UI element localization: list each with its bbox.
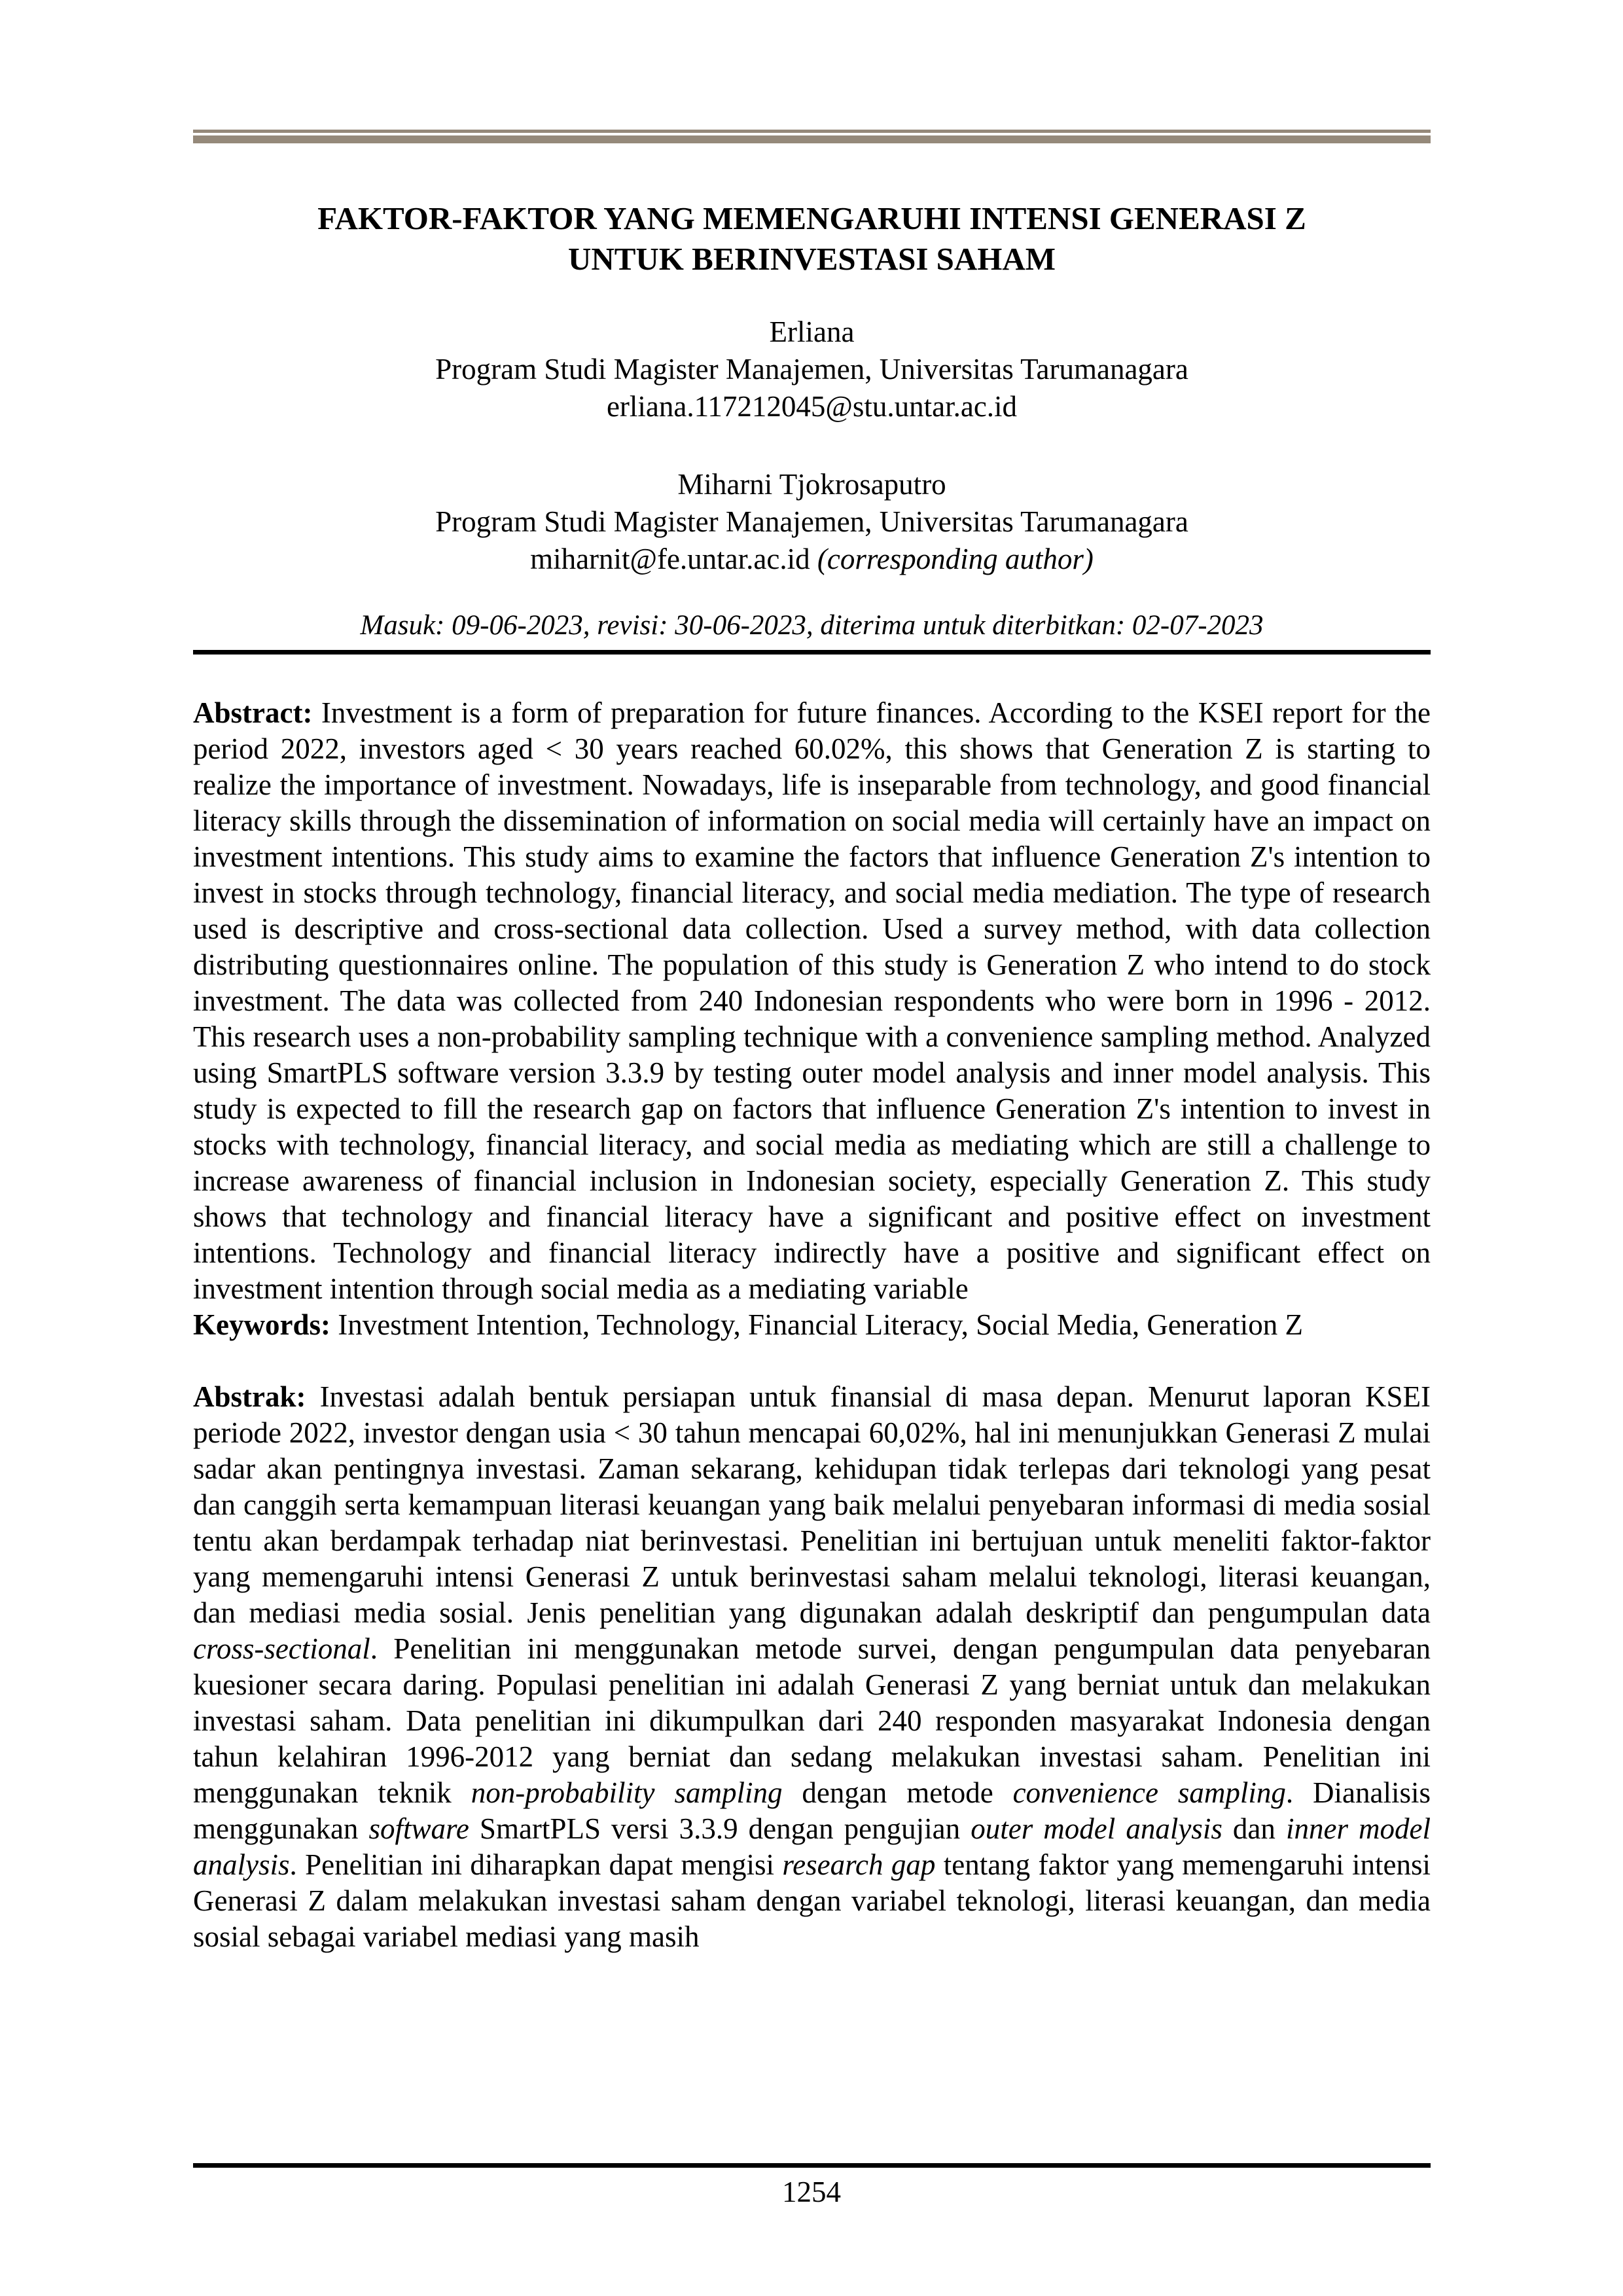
divider-rule bbox=[193, 650, 1431, 655]
submission-dates: Masuk: 09-06-2023, revisi: 30-06-2023, diterima untuk diterbitkan: 02-07-2023 bbox=[360, 610, 1264, 641]
page-content bbox=[193, 130, 1431, 1955]
abstract-english: Abstract: Investment is a form of preparation for future finances. According to the KSEI report for the period 2022, investors aged < 30 years reached 60.02%, this shows that Generation Z is starting to realize the importance of investment. Nowadays, life is inseparable from technology, and good financial literacy skills through the dissemination of information on social media will certainly have an impact on investment intentions. This study aims to examine the factors that influence Generation Z's intention to invest in stocks through technology, financial literacy, and social media mediation. The type of research used is descriptive and cross-sectional data collection. Used a survey method, with data collection distributing questionnaires online. The population of this study is Generation Z who intend to do stock investment. The data was collected from 240 Indonesian respondents who were born in 1996 - 2012. This research uses a non-probability sampling technique with a convenience sampling method. Analyzed using SmartPLS software version 3.3.9 by testing outer model analysis and inner model analysis. This study is expected to fill the research gap on factors that influence Generation Z's intention to invest in stocks with technology, financial literacy, and social media as mediating which are still a challenge to increase awareness of financial inclusion in Indonesian society, especially Generation Z. This study shows that technology and financial literacy have a significant and positive effect on investment intentions. Technology and financial literacy indirectly have a positive and significant effect on investment intention through social media as a mediating variable bbox=[193, 696, 1431, 1305]
author-1-email: erliana.117212045@stu.untar.ac.id bbox=[606, 390, 1018, 423]
header-rule-thin bbox=[193, 130, 1431, 133]
footer-rule bbox=[193, 2163, 1431, 2168]
author-1-affiliation: Program Studi Magister Manajemen, Universitas Tarumanagara bbox=[435, 353, 1188, 386]
paper-title-line-2: UNTUK BERINVESTASI SAHAM bbox=[567, 241, 1056, 277]
author-block-2 bbox=[193, 466, 1431, 578]
author-2-email: miharnit@fe.untar.ac.id (corresponding author) bbox=[530, 543, 1094, 575]
author-1-name: Erliana bbox=[769, 315, 855, 348]
page-number: 1254 bbox=[782, 2176, 841, 2208]
author-2-affiliation: Program Studi Magister Manajemen, Universitas Tarumanagara bbox=[435, 505, 1188, 538]
header-rule-thick bbox=[193, 135, 1431, 143]
author-2-name: Miharni Tjokrosaputro bbox=[677, 468, 946, 501]
paper-title-line-1: FAKTOR-FAKTOR YANG MEMENGARUHI INTENSI GENERASI Z bbox=[317, 200, 1306, 236]
abstract-indonesian: Abstrak: Investasi adalah bentuk persiapan untuk finansial di masa depan. Menurut laporan KSEI periode 2022, investor dengan usia < 30 tahun mencapai 60,02%, hal ini menunjukkan Generasi Z mulai sadar akan pentingnya investasi. Zaman sekarang, kehidupan tidak terlepas dari teknologi yang pesat dan canggih serta kemampuan literasi keuangan yang baik melalui penyebaran informasi di media sosial tentu akan berdampak terhadap niat berinvestasi. Penelitian ini bertujuan untuk meneliti faktor-faktor yang memengaruhi intensi Generasi Z untuk berinvestasi saham melalui teknologi, literasi keuangan, dan mediasi media sosial. Jenis penelitian yang digunakan adalah deskriptif dan pengumpulan data cross-sectional. Penelitian ini menggunakan metode survei, dengan pengumpulan data penyebaran kuesioner secara daring. Populasi penelitian ini adalah Generasi Z yang berniat untuk dan melakukan investasi saham. Data penelitian ini dikumpulkan dari 240 responden masyarakat Indonesia dengan tahun kelahiran 1996-2012 yang berniat dan sedang melakukan investasi saham. Penelitian ini menggunakan teknik non-probability sampling dengan metode convenience sampling. Dianalisis menggunakan software SmartPLS versi 3.3.9 dengan pengujian outer model analysis dan inner model analysis. Penelitian ini diharapkan dapat mengisi research gap tentang faktor yang memengaruhi intensi Generasi Z dalam melakukan investasi saham dengan variabel teknologi, literasi keuangan, dan media sosial sebagai variabel mediasi yang masih bbox=[193, 1380, 1431, 1953]
paper-title bbox=[193, 198, 1431, 279]
author-block-1 bbox=[193, 314, 1431, 425]
keywords-line: Keywords: Investment Intention, Technology, Financial Literacy, Social Media, Generation Z bbox=[193, 1308, 1303, 1341]
